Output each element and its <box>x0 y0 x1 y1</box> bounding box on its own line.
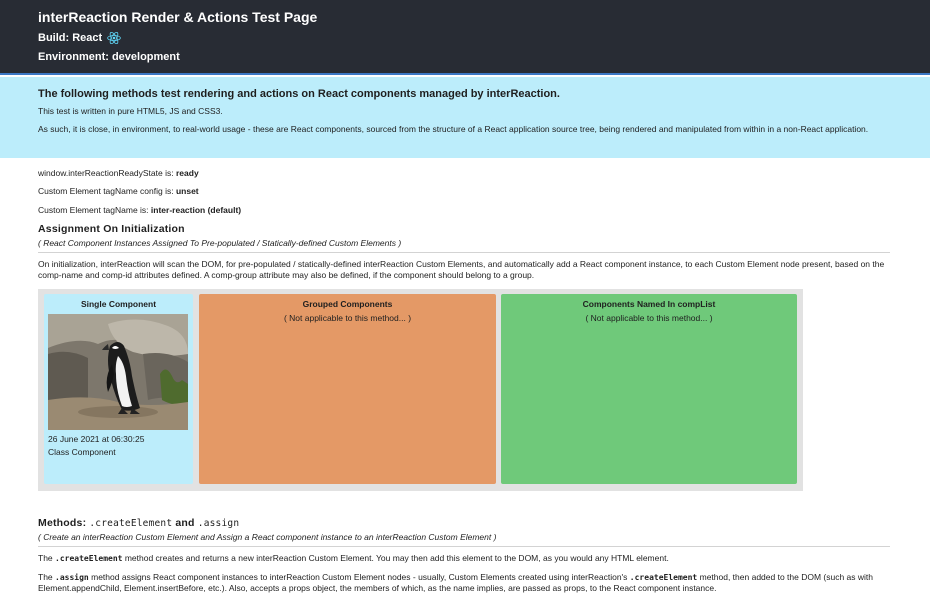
tagname-label: Custom Element tagName is: <box>38 205 149 215</box>
build-info <box>38 31 122 45</box>
ready-state-value: ready <box>175 168 199 178</box>
card-note: ( Not applicable to this method... ) <box>585 313 713 323</box>
methods-title-prefix: Methods: <box>38 517 87 529</box>
penguin-photo <box>48 314 188 430</box>
react-logo-icon <box>106 31 122 45</box>
card-title: Components Named In compList <box>582 299 716 309</box>
create-element-description <box>38 553 890 564</box>
inline-code: .createElement <box>629 573 698 582</box>
tagname-config-value: unset <box>175 186 199 196</box>
method-name-assign: .assign <box>197 518 240 529</box>
inline-code: .createElement <box>55 554 123 563</box>
text-fragment: method, then added to the DOM (such as with Element.appendChild, Element.insertBefore, etc.). Also, accepts a props object, the members of which, as the name implies, are passed as props, to the React component instance. <box>38 572 874 593</box>
component-cards-panel <box>38 289 803 491</box>
tagname-value: inter-reaction (default) <box>150 205 242 215</box>
methods-section-subtitle: ( Create an interReaction Custom Element and Assign a React component instance to an interReaction Custom Element ) <box>38 532 497 542</box>
assignment-description: On initialization, interReaction will scan the DOM, for pre-populated / statically-defined interReaction Custom Elements, and automatically add a React component instance, to each Custom Element node present, based on the comp-name and comp-id attributes defined. A comp-group attribute may also be defined, if the component should belong to a group. <box>38 259 885 280</box>
section-divider <box>38 252 890 253</box>
assignment-section-subtitle: ( React Component Instances Assigned To Pre-populated / Statically-defined Custom Elements ) <box>38 238 402 248</box>
card-note: ( Not applicable to this method... ) <box>283 313 412 323</box>
tagname-config-label: Custom Element tagName config is: <box>38 186 174 196</box>
grouped-components-card <box>199 294 496 484</box>
assignment-section-title: Assignment On Initialization <box>38 223 185 235</box>
tagname-line <box>38 205 241 215</box>
intro-line-2: As such, it is close, in environment, to real-world usage - these are React components, sourced from the structure of a React application source tree, being rendered and manipulated from within in a non-React application. <box>38 124 869 134</box>
page-title: interReaction Render & Actions Test Page <box>38 9 318 25</box>
text-fragment: method assigns React component instances to interReaction Custom Element nodes - usually, Custom Elements created using interReaction's <box>91 572 628 582</box>
section-divider <box>38 546 890 547</box>
build-label: Build: React <box>38 32 103 44</box>
environment-label: Environment: development <box>38 51 180 63</box>
intro-line-1: This test is written in pure HTML5, JS and CSS3. <box>38 106 223 116</box>
ready-state-line <box>38 168 199 178</box>
text-fragment: The <box>38 572 53 582</box>
card-title: Single Component <box>80 299 157 309</box>
card-component-type: Class Component <box>48 447 116 457</box>
named-components-card <box>501 294 797 484</box>
ready-state-label: window.interReactionReadyState is: <box>38 168 174 178</box>
tagname-config-line <box>38 186 199 196</box>
methods-section-title <box>38 517 239 529</box>
card-timestamp: 26 June 2021 at 06:30:25 <box>48 434 145 444</box>
single-component-card <box>44 294 193 484</box>
inline-code: .assign <box>55 573 89 582</box>
methods-title-and: and <box>175 517 195 529</box>
text-fragment: The <box>38 553 53 563</box>
page-header <box>0 0 930 75</box>
intro-heading: The following methods test rendering and actions on React components managed by interReaction. <box>38 88 560 100</box>
intro-banner <box>0 77 930 158</box>
method-name-create-element: .createElement <box>89 518 173 529</box>
text-fragment: method creates and returns a new interReaction Custom Element. You may then add this element to the DOM, as you would any HTML element. <box>124 553 669 563</box>
assign-description <box>38 572 890 594</box>
card-title: Grouped Components <box>302 299 393 309</box>
